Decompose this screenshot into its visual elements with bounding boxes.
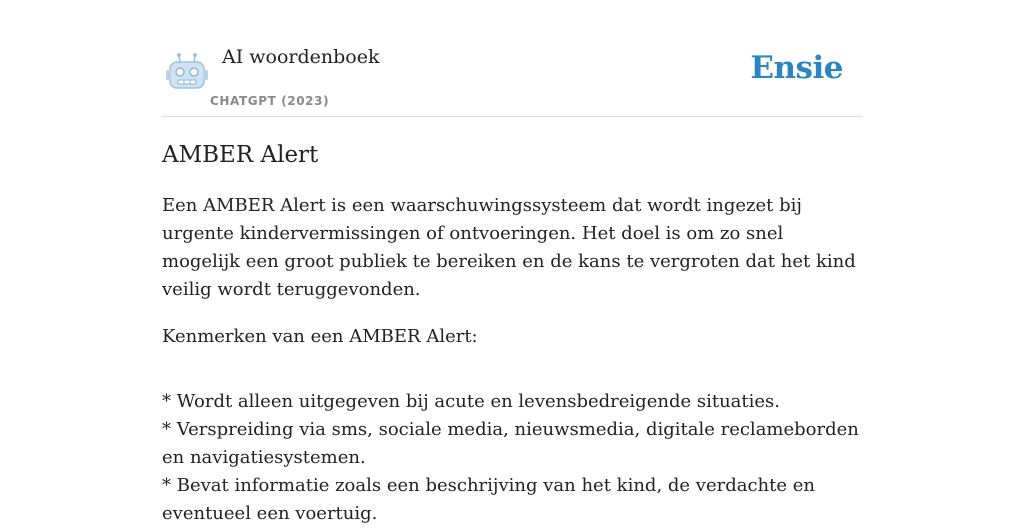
source-tag: CHATGPT (2023) (210, 94, 330, 108)
list-item: * Bevat informatie zoals een beschrijving van het kind, de verdachte en eventueel een voertuig. (162, 475, 815, 524)
brand-logo[interactable]: Ensie (750, 50, 843, 86)
list-item: * Verspreiding via sms, sociale media, nieuwsmedia, digitale reclameborden en navigatiesystemen. (162, 419, 859, 468)
header (162, 0, 862, 117)
entry-intro: Een AMBER Alert is een waarschuwingssysteem dat wordt ingezet bij urgente kindervermissingen of ontvoeringen. Het doel is om zo snel mogelijk een groot publiek te bereiken en de kans te vergroten dat het kind veilig wordt teruggevonden. (162, 195, 856, 300)
robot-icon (166, 52, 208, 90)
dictionary-title: AI woordenboek (222, 46, 380, 68)
entry-title: AMBER Alert (162, 142, 319, 168)
entry-content (162, 140, 862, 528)
list-item: * Wordt alleen uitgegeven bij acute en levensbedreigende situaties. (162, 391, 781, 412)
features-heading: Kenmerken van een AMBER Alert: (162, 326, 478, 347)
list-spacer (162, 370, 862, 388)
